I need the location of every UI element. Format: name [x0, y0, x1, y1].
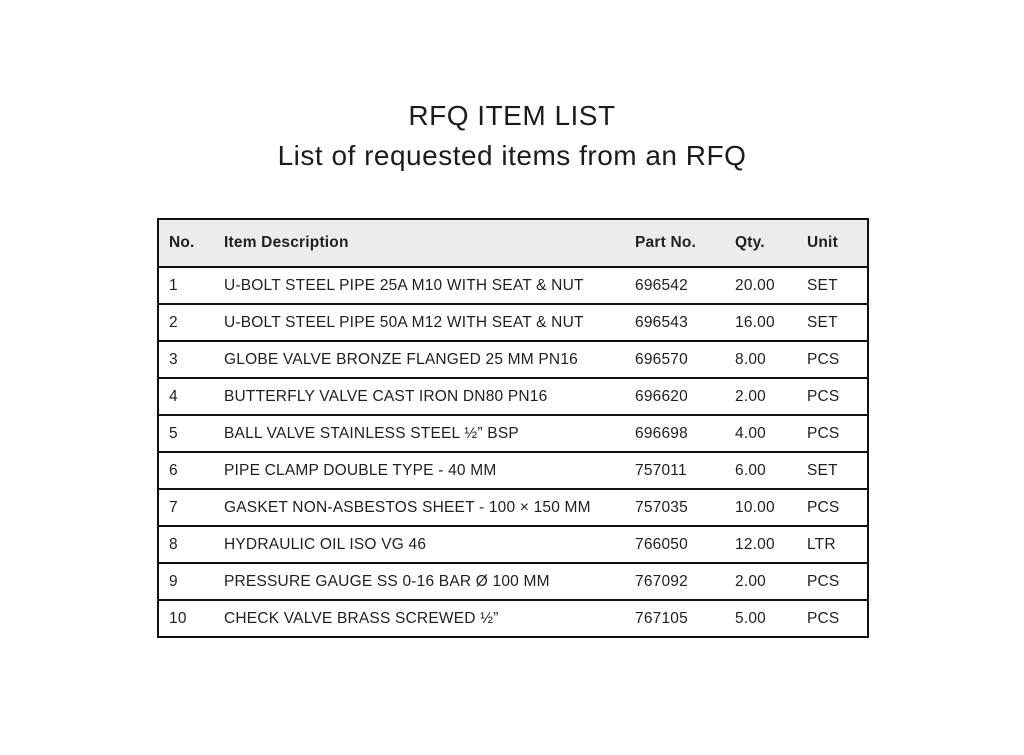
part-number: 757011: [635, 461, 687, 479]
table-header: [158, 219, 868, 267]
part-number: 696698: [635, 424, 688, 442]
quantity: 5.00: [735, 609, 766, 627]
item-description: HYDRAULIC OIL ISO VG 46: [224, 535, 427, 553]
unit: PCS: [807, 498, 840, 516]
table-row: [158, 600, 868, 637]
column-header-part-no: Part No.: [635, 234, 697, 251]
item-description: U-BOLT STEEL PIPE 25A M10 WITH SEAT & NUT: [224, 276, 584, 294]
column-header-qty: Qty.: [735, 234, 765, 251]
quantity: 20.00: [735, 276, 775, 294]
part-number: 696570: [635, 350, 688, 368]
item-description: BALL VALVE STAINLESS STEEL ½” BSP: [224, 424, 519, 442]
row-number: 8: [169, 535, 178, 553]
document-header: [0, 96, 1024, 176]
part-number: 766050: [635, 535, 688, 553]
quantity: 12.00: [735, 535, 775, 553]
unit: PCS: [807, 424, 840, 442]
item-description: PRESSURE GAUGE SS 0-16 BAR Ø 100 MM: [224, 572, 550, 590]
table-row: [158, 415, 868, 452]
row-number: 10: [169, 609, 187, 627]
table-row: [158, 304, 868, 341]
page-title: RFQ ITEM LIST: [408, 100, 616, 131]
column-header-no: No.: [169, 234, 195, 251]
table-row: [158, 267, 868, 304]
table-row: [158, 563, 868, 600]
unit: SET: [807, 461, 838, 479]
table-row: [158, 341, 868, 378]
table-header-row: [158, 219, 868, 267]
rfq-item-table-container: [157, 218, 867, 638]
part-number: 696542: [635, 276, 688, 294]
row-number: 7: [169, 498, 178, 516]
part-number: 757035: [635, 498, 688, 516]
column-header-unit: Unit: [807, 234, 838, 251]
row-number: 4: [169, 387, 178, 405]
unit: SET: [807, 313, 838, 331]
row-number: 6: [169, 461, 178, 479]
quantity: 16.00: [735, 313, 775, 331]
row-number: 3: [169, 350, 178, 368]
row-number: 2: [169, 313, 178, 331]
quantity: 6.00: [735, 461, 766, 479]
item-description: GASKET NON-ASBESTOS SHEET - 100 × 150 MM: [224, 498, 591, 516]
unit: PCS: [807, 387, 840, 405]
unit: SET: [807, 276, 838, 294]
table-row: [158, 526, 868, 563]
quantity: 10.00: [735, 498, 775, 516]
row-number: 1: [169, 276, 178, 294]
unit: LTR: [807, 535, 836, 553]
table-row: [158, 489, 868, 526]
column-header-description: Item Description: [224, 234, 349, 251]
item-description: GLOBE VALVE BRONZE FLANGED 25 MM PN16: [224, 350, 578, 368]
table-row: [158, 378, 868, 415]
part-number: 767105: [635, 609, 688, 627]
unit: PCS: [807, 350, 840, 368]
quantity: 4.00: [735, 424, 766, 442]
page-subtitle: List of requested items from an RFQ: [277, 140, 747, 171]
part-number: 767092: [635, 572, 688, 590]
quantity: 2.00: [735, 387, 766, 405]
part-number: 696543: [635, 313, 688, 331]
item-description: U-BOLT STEEL PIPE 50A M12 WITH SEAT & NUT: [224, 313, 584, 331]
quantity: 8.00: [735, 350, 766, 368]
unit: PCS: [807, 609, 840, 627]
item-description: PIPE CLAMP DOUBLE TYPE - 40 MM: [224, 461, 497, 479]
table-row: [158, 452, 868, 489]
item-description: CHECK VALVE BRASS SCREWED ½”: [224, 609, 499, 627]
row-number: 9: [169, 572, 178, 590]
rfq-item-table: [157, 218, 869, 638]
item-description: BUTTERFLY VALVE CAST IRON DN80 PN16: [224, 387, 548, 405]
table-body: [158, 267, 868, 637]
unit: PCS: [807, 572, 840, 590]
part-number: 696620: [635, 387, 688, 405]
quantity: 2.00: [735, 572, 766, 590]
row-number: 5: [169, 424, 178, 442]
